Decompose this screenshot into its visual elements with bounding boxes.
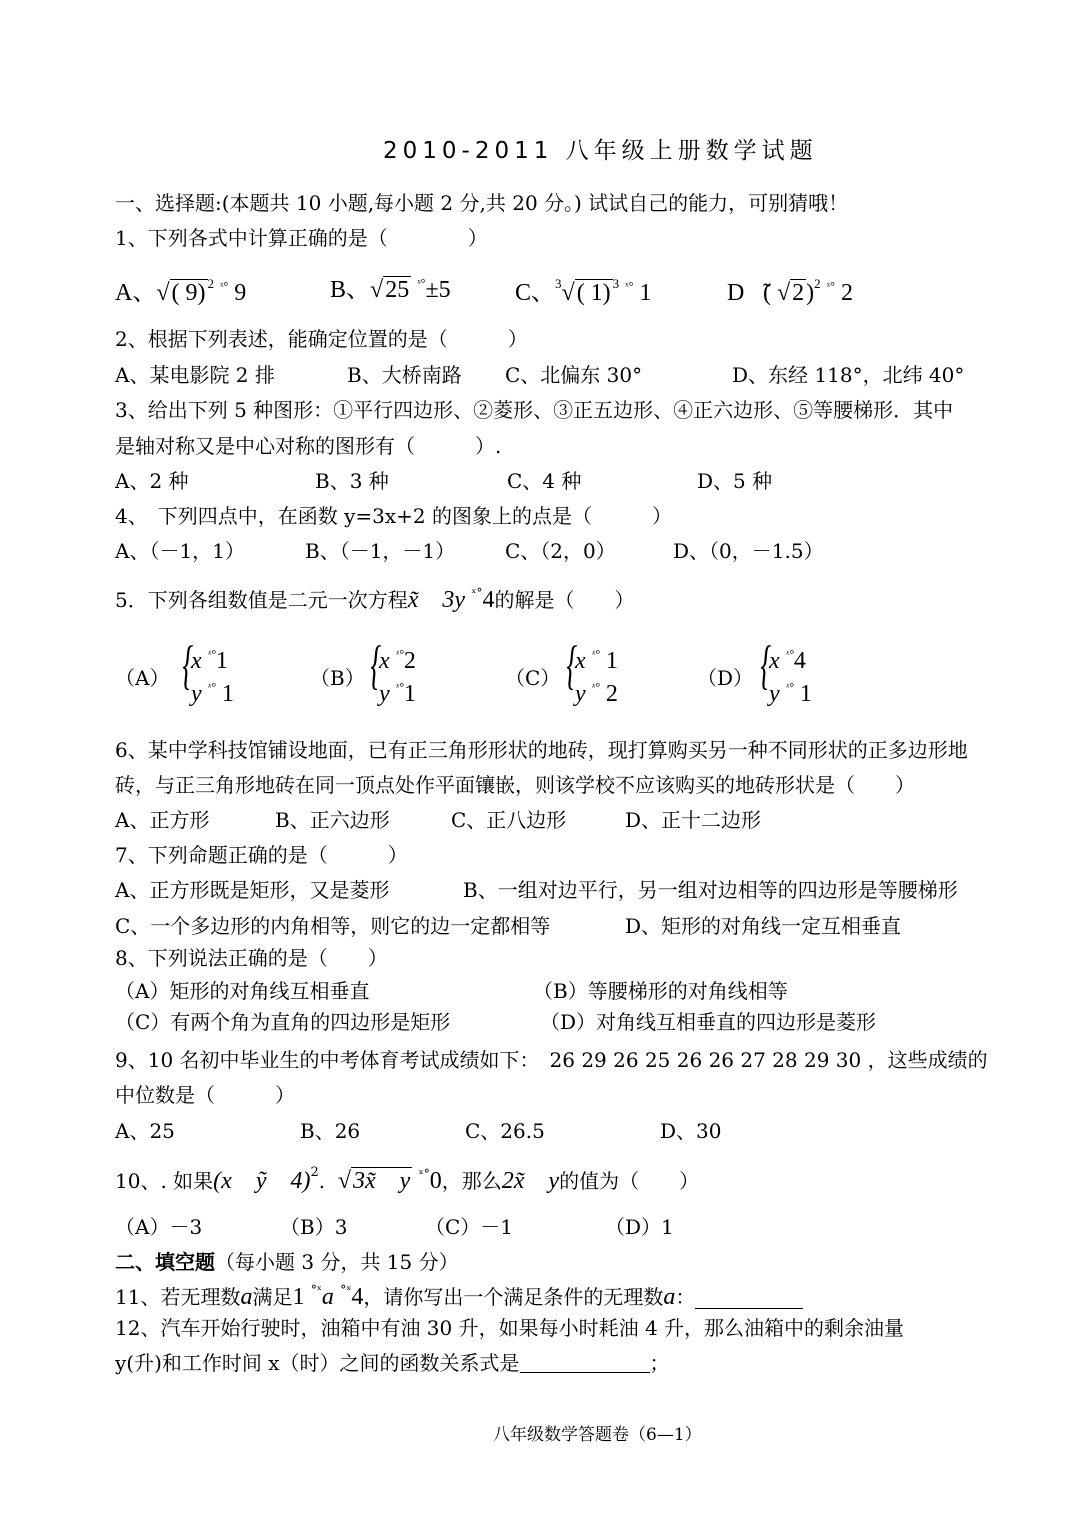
page-title: 2010-2011 八年级上册数学试题 xyxy=(383,138,818,164)
q8-stem: 8、下列说法正确的是（ ） xyxy=(115,946,388,970)
q1-stem: 1、下列各式中计算正确的是（ ） xyxy=(115,226,488,250)
q6-stem: 6、某中学科技馆铺设地面，已有正三角形形状的地砖，现打算购买另一种不同形状的正多边形地 xyxy=(115,738,968,762)
q12-stem-cont: y(升)和工作时间 x（时）之间的函数关系式是 ； xyxy=(115,1351,670,1375)
q4-stem: 4、 下列四点中，在函数 y=3x+2 的图象上的点是（ ） xyxy=(115,504,672,528)
q5-options: （A） { x $^{ˣ^\circ}$1 y $^{ˣ^\circ}$ 1 （B） { x $^{ˣ^\circ}$2 y $^{ˣ^\circ}$1 （C） { x $^{ˣ^\circ}$ 1 y $^{ˣ^\circ}$ 2 （D） { x $^{ˣ^\circ}$4 y $^{ˣ^\circ}$ 1 xyxy=(115,635,812,707)
q12-stem: 12、汽车开始行驶时，油箱中有油 30 升，如果每小时耗油 4 升，那么油箱中的剩余油量 xyxy=(115,1316,905,1340)
q10-stem: 10、. 如果(x ỹ 4)$^2$. √3x̃ y $^{ˣ^\circ}$0，那么2x̃ y的值为（ ） xyxy=(115,1165,700,1194)
exam-page: 2010-2011 八年级上册数学试题 一、选择题:(本题共 10 小题,每小题 2 分,共 20 分。) 试试自己的能力，可别猜哦！ 1、下列各式中计算正确的是（ ） A、√( 9) $^2$ $^{ˣ^\circ}$ 9 B、√25 $^{ˣ^\circ}$±5 C、$^3$√( 1) $^3$ $^{ˣ^\circ}$ 1 D、̃( √2)$^2$ $^{ˣ^\circ}$ 2 2、根据下列表述，能确定位置的是（ ） A、某电影院 2 排 B、大桥南路 C、北偏东 30° D、东经 118°，北纬 40° 3、给出下列 5 种图形：①平行四边形、②菱形、③正五边形、④正六边形、⑤等腰梯形．其中 是轴对称又是中心对称的图形有（ ）. A、2 种 B、3 种 C、4 种 D、5 种 4、 下列四点中，在函数 y=3x+2 的图象上的点是（ ） A、（－1，1） B、（－1，－1） C、（2，0） D、（0，－1.5） 5．下列各组数值是二元一次方程x̃ 3y $^{ˣ^\circ}$4的解是（ ） （A） { x $^{ˣ^\circ}$1 y $^{ˣ^\circ}$ 1 （B） { x $^{ˣ^\circ}$2 y $^{ˣ^\circ}$1 （C） { x $^{ˣ^\circ}$ 1 y $^{ˣ^\circ}$ 2 （D） { x $^{ˣ^\circ}$4 y $^{ˣ^\circ}$ 1 6、某中学科技馆铺设地面，已有正三角形形状的地砖，现打算购买另一种不同形状的正多边形地 砖，与正三角形地砖在同一顶点处作平面镶嵌，则该学校不应该购买的地砖形状是（ ） A、正方形 B、正六边形 C、正八边形 D、正十二边形 7、下列命题正确的是（ ） A、正方形既是矩形，又是菱形 B、一组对边平行，另一组对边相等的四边形是等腰梯形 C、一个多边形的内角相等，则它的边一定都相等 D、矩形的对角线一定互相垂直 8、下列说法正确的是（ ） （A）矩形的对角线互相垂直 （B）等腰梯形的对角线相等 （C）有两个角为直角的四边形是矩形 （D）对角线互相垂直的四边形是菱形 9、10 名初中毕业生的中考体育考试成绩如下： 26 29 26 25 26 26 27 28 29 30 ，这些成绩的 中位数是（ ） A、25 B、26 C、26.5 D、30 10、. 如果(x ỹ 4)$^2$. √3x̃ y $^{ˣ^\circ}$0，那么2x̃ y的值为（ ） （A）－3 （B）3 （C）－1 （D）1 二、填空题（每小题 3 分，共 15 分） 11、若无理数a满足1 $^{^\circ ˣ}$a $^{^\circ ˣ}$4，请你写出一个满足条件的无理数a： 12、汽车开始行驶时，油箱中有油 30 升，如果每小时耗油 4 升，那么油箱中的剩余油量 y(升)和工作时间 x（时）之间的函数关系式是 ； 八年级数学答题卷（6—1） xyxy=(0,0,1087,1536)
q9-stem: 9、10 名初中毕业生的中考体育考试成绩如下： 26 29 26 25 26 26 27 28 29 30 ，这些成绩的 xyxy=(115,1048,988,1072)
q11-answer-blank[interactable] xyxy=(695,1288,803,1309)
q7-stem: 7、下列命题正确的是（ ） xyxy=(115,843,408,867)
q12-answer-blank[interactable] xyxy=(520,1352,650,1373)
q5-stem: 5．下列各组数值是二元一次方程x̃ 3y $^{ˣ^\circ}$4的解是（ ） xyxy=(115,586,635,613)
q9-stem-cont: 中位数是（ ） xyxy=(115,1083,295,1107)
page-footer: 八年级数学答题卷（6—1） xyxy=(493,1425,702,1445)
q2-stem: 2、根据下列表述，能确定位置的是（ ） xyxy=(115,327,528,351)
q6-stem-cont: 砖，与正三角形地砖在同一顶点处作平面镶嵌，则该学校不应该购买的地砖形状是（ ） xyxy=(115,773,915,797)
section-1-heading: 一、选择题:(本题共 10 小题,每小题 2 分,共 20 分。) 试试自己的能力，可别猜哦！ xyxy=(115,191,849,215)
q11-stem: 11、若无理数a满足1 $^{^\circ ˣ}$a $^{^\circ ˣ}$4，请你写出一个满足条件的无理数a： xyxy=(115,1284,803,1309)
section-2-heading: 二、填空题（每小题 3 分，共 15 分） xyxy=(115,1250,459,1274)
q3-stem-cont: 是轴对称又是中心对称的图形有（ ）. xyxy=(115,434,502,458)
q3-stem: 3、给出下列 5 种图形：①平行四边形、②菱形、③正五边形、④正六边形、⑤等腰梯形．其中 xyxy=(115,398,954,422)
